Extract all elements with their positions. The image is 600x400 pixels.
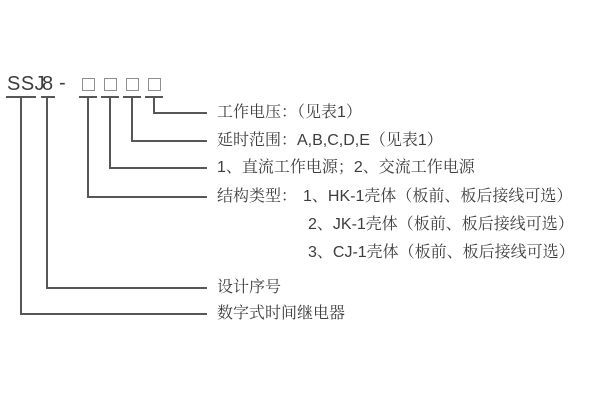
digit-box-1 [82,78,95,91]
leader-structure-type [87,196,207,198]
structure-type-title: 结构类型： [217,188,298,205]
leader-product-name [20,313,207,315]
leader-power-supply [109,167,207,169]
stem-prefix [20,98,22,315]
model-separator: - [59,72,67,94]
leader-delay-range [131,140,207,142]
label-power-supply: 1、直流工作电源；2、交流工作电源 [217,159,475,176]
leader-working-voltage [153,112,207,114]
model-design-number: 8 [42,73,54,95]
label-working-voltage: 工作电压：（见表1） [217,104,362,121]
stem-box-3 [131,98,133,142]
digit-box-3 [126,78,139,91]
digit-box-4 [148,78,161,91]
leader-design-serial [46,287,207,289]
model-prefix: SSJ [7,73,46,95]
structure-type-option-3: 3、CJ-1壳体（板前、板后接线可选） [308,244,575,261]
label-design-serial: 设计序号 [217,279,282,296]
structure-type-option-2: 2、JK-1壳体（板前、板后接线可选） [308,216,574,233]
label-product-name: 数字式时间继电器 [217,305,346,322]
digit-box-2 [104,78,117,91]
underline-design-number [41,96,55,98]
structure-type-option-1: 1、HK-1壳体（板前、板后接线可选） [303,188,573,205]
stem-design-number [46,98,48,289]
label-structure-type [217,187,572,207]
stem-box-2 [109,98,111,169]
stem-box-1 [87,98,89,198]
label-delay-range: 延时范围：A,B,C,D,E（见表1） [217,132,443,149]
